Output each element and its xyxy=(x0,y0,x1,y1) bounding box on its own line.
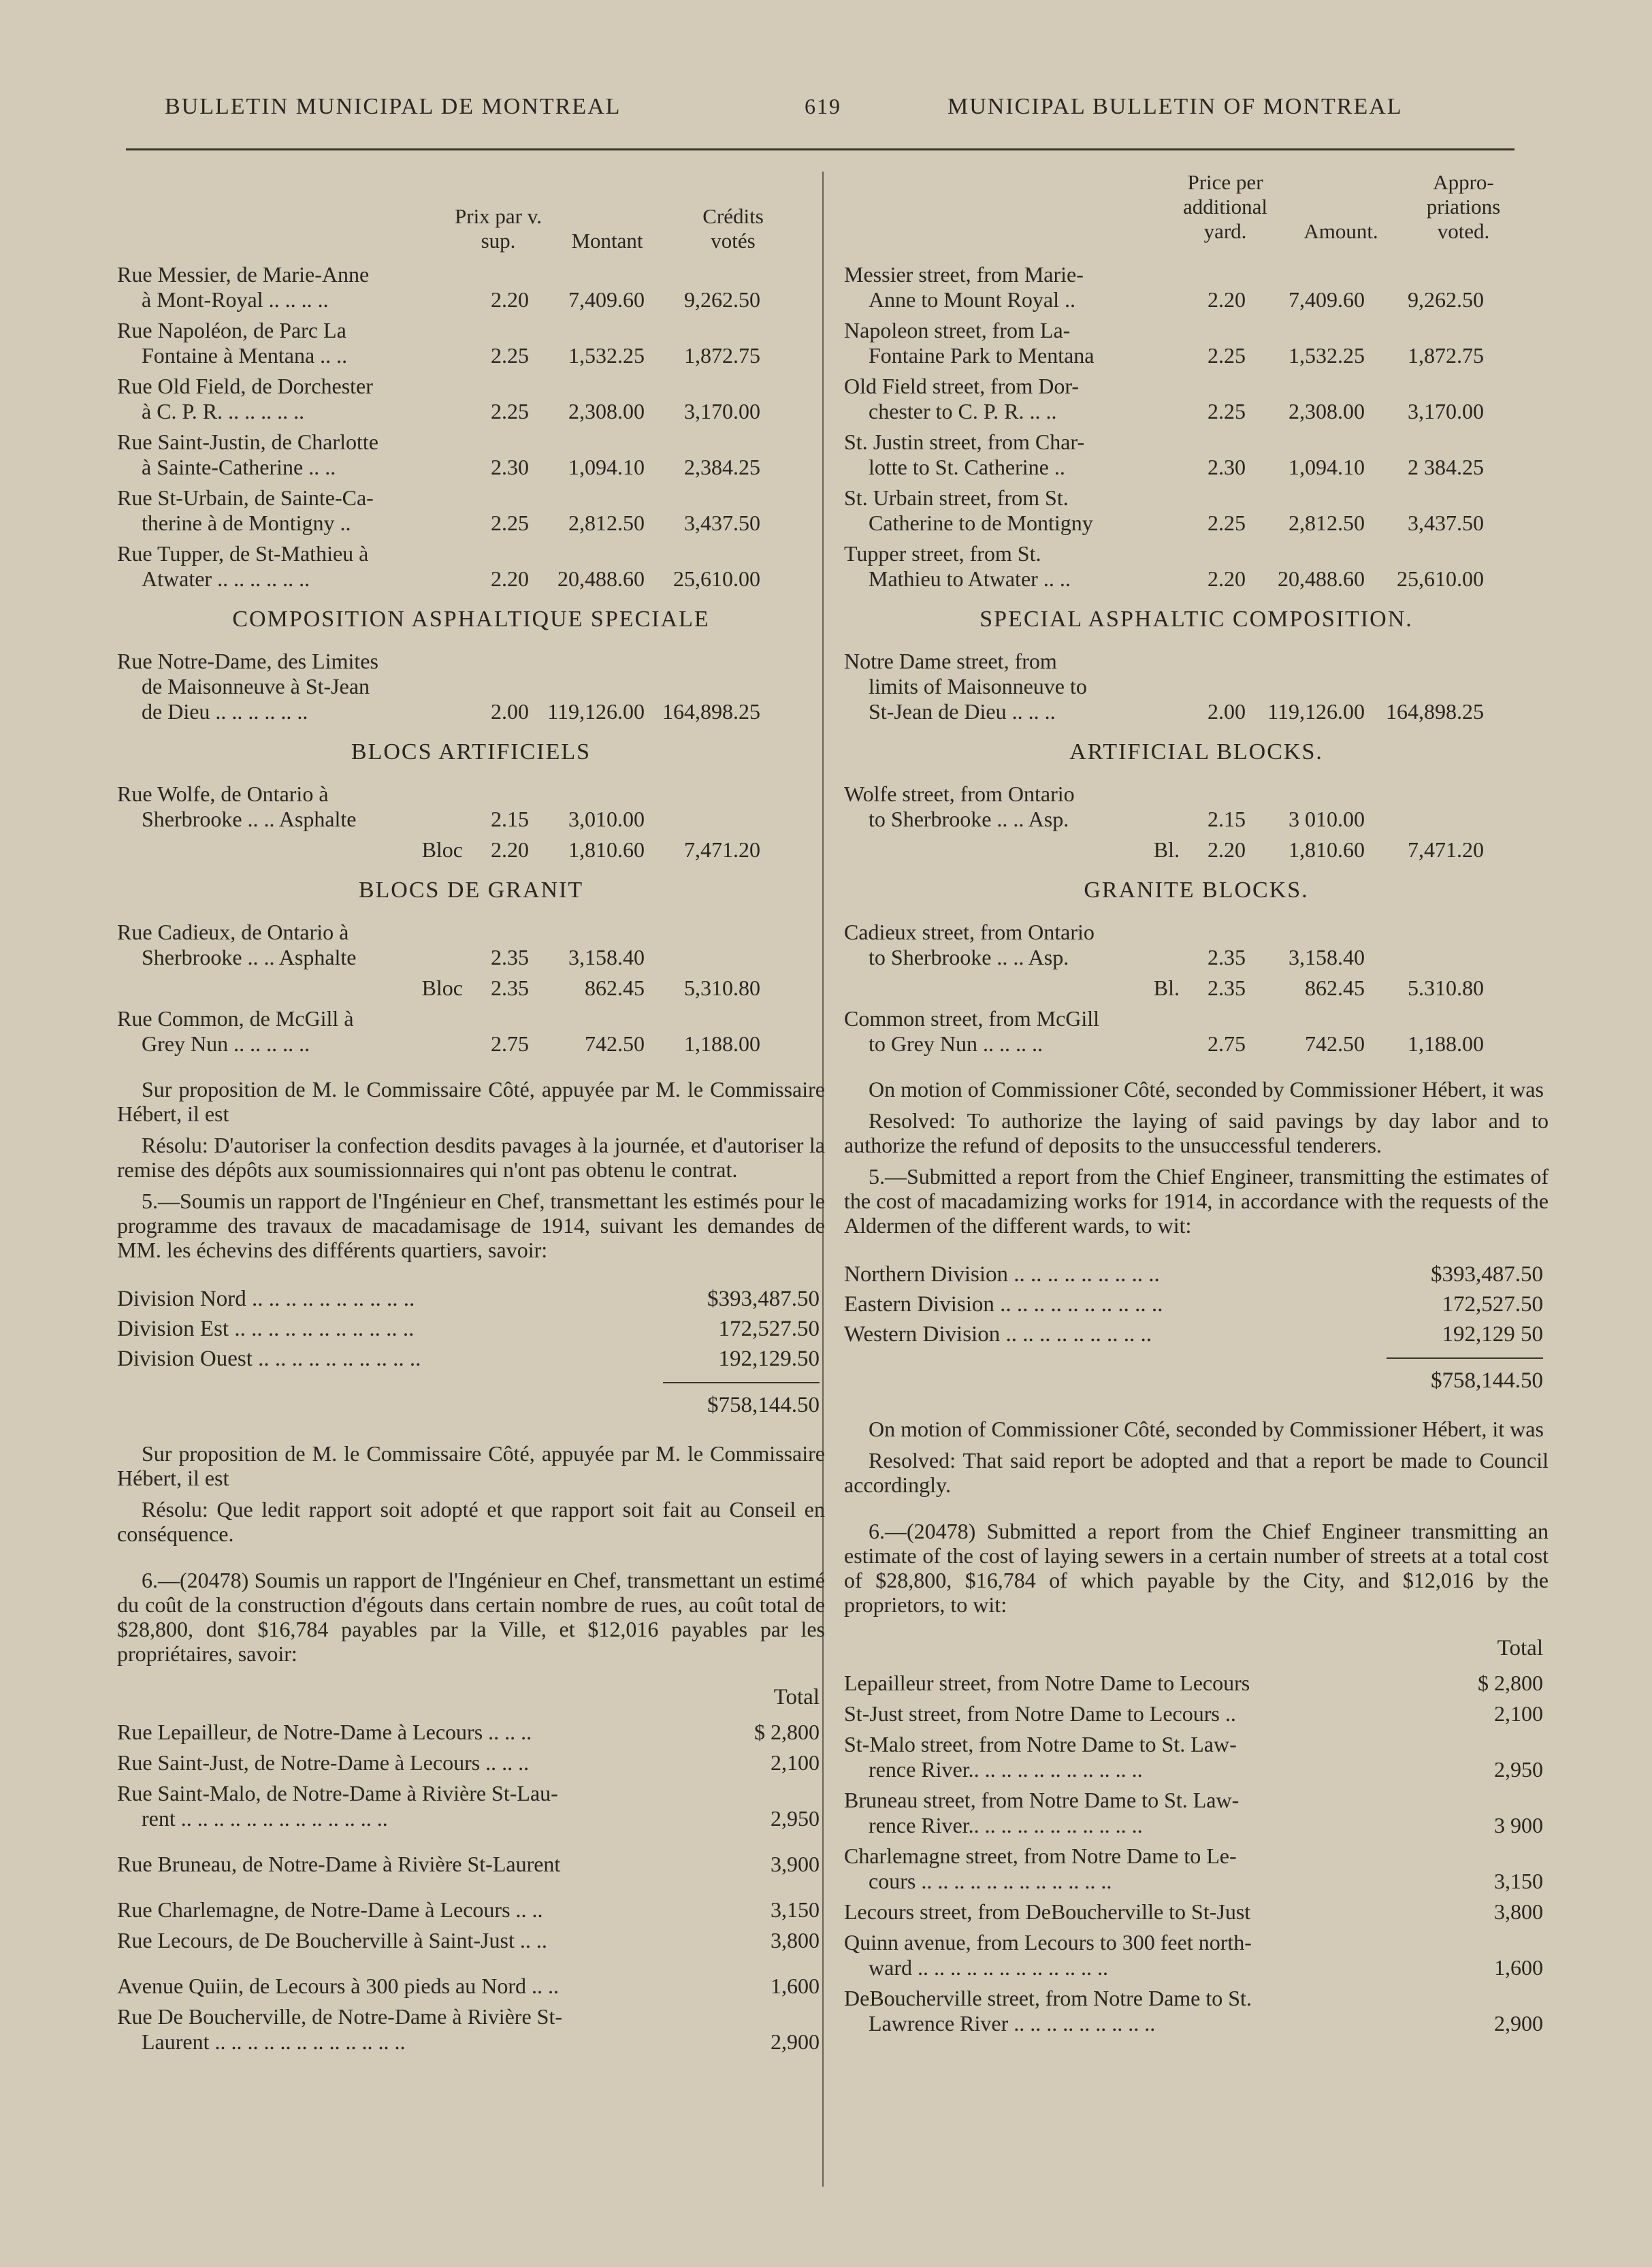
sewer-total: $ 2,800 xyxy=(1478,1671,1543,1695)
price-value: 2.20 xyxy=(491,287,529,312)
credit-value: 25,610.00 xyxy=(1397,566,1484,591)
street-line: Fontaine à Mentana .. .. xyxy=(142,343,348,368)
division-value: $393,487.50 xyxy=(1431,1262,1543,1287)
sewer-line: Rue Saint-Just, de Notre-Dame à Lecours .. .. .. xyxy=(117,1750,530,1775)
amount-value: 3,010.00 xyxy=(568,807,645,831)
sewer-description xyxy=(844,1671,1455,1696)
street-description xyxy=(844,262,1188,312)
street-line: to Sherbrooke .. .. Asp. xyxy=(869,807,1069,831)
street-line: Catherine to de Montigny xyxy=(869,511,1093,535)
item-6-paragraph: 6.—(20478) Soumis un rapport de l'Ingénieur en Chef, transmettant un estimé du coût de la construction d'égouts dans certain nombre de rues, au coût total de $28,800, dont $16,784 payables par la Ville, et $12,016 payables par les propriétaires, savoir: xyxy=(117,1568,825,1666)
sewer-description xyxy=(844,1788,1455,1838)
sewer-row xyxy=(844,1788,1549,1838)
amount-value: 1,810.60 xyxy=(568,837,645,862)
resolution-paragraph: Resolved: To authorize the laying of said pavings by day labor and to authorize the refund of deposits to the unsuccessful tenderers. xyxy=(844,1108,1549,1157)
street-line: Bloc xyxy=(421,837,463,862)
division-name: Division Ouest .. .. .. .. .. .. .. .. .. .. xyxy=(117,1347,421,1371)
division-value: 172,527.50 xyxy=(1442,1292,1543,1317)
section-heading: ARTIFICIAL BLOCKS. xyxy=(1069,739,1323,765)
sewer-total: 1,600 xyxy=(1494,1955,1543,1980)
street-line: à Mont-Royal .. .. .. .. xyxy=(142,287,329,312)
pavement-row xyxy=(117,1006,825,1057)
pavement-row xyxy=(844,318,1549,368)
spacer xyxy=(117,1959,825,1974)
sewer-description xyxy=(117,2004,731,2055)
sewer-description xyxy=(117,1720,731,1745)
sewer-description xyxy=(117,1750,731,1775)
street-line: St. Urbain street, from St. xyxy=(844,485,1069,510)
street-line: chester to C. P. R. .. .. xyxy=(869,399,1057,423)
sewer-total: 2,900 xyxy=(771,2029,820,2054)
spacer xyxy=(844,1062,1549,1077)
amount-value: 862.45 xyxy=(585,976,645,1000)
header-left: BULLETIN MUNICIPAL DE MONTREAL xyxy=(165,94,621,119)
street-line: Grey Nun .. .. .. .. .. xyxy=(142,1031,310,1056)
price-value: 2.15 xyxy=(1208,807,1246,831)
sewer-row xyxy=(117,1852,825,1877)
street-line: Bl. xyxy=(1153,837,1180,862)
pavement-row xyxy=(844,976,1549,1001)
street-line: Rue Wolfe, de Ontario à xyxy=(117,782,329,806)
price-value: 2.20 xyxy=(491,837,529,862)
sewer-total: $ 2,800 xyxy=(754,1720,820,1744)
street-description xyxy=(844,541,1188,592)
street-line: Fontaine Park to Mentana xyxy=(869,343,1095,368)
sewer-line: DeBoucherville street, from Notre Dame to St. xyxy=(844,1986,1252,2010)
division-value: 192,129.50 xyxy=(718,1347,820,1371)
street-description xyxy=(844,649,1188,724)
price-value: 2.35 xyxy=(1208,976,1246,1000)
price-value: 2.20 xyxy=(491,566,529,591)
street-line: therine à de Montigny .. xyxy=(142,511,351,535)
header-right: MUNICIPAL BULLETIN OF MONTREAL xyxy=(948,94,1403,119)
price-value: 2.00 xyxy=(491,699,529,724)
street-description xyxy=(117,920,471,970)
street-description xyxy=(844,430,1188,480)
sewer-line: Avenue Quiin, de Lecours à 300 pieds au Nord .. .. xyxy=(117,1974,560,1998)
street-line: Napoleon street, from La- xyxy=(844,318,1071,342)
amount-value: 119,126.00 xyxy=(1267,699,1365,724)
credit-value: 25,610.00 xyxy=(673,566,760,591)
street-line: to Sherbrooke .. .. Asp. xyxy=(869,945,1069,969)
pavement-row xyxy=(117,837,825,863)
street-line: Sherbrooke .. .. Asphalte xyxy=(142,807,357,831)
sewer-description xyxy=(117,1781,731,1831)
amount-value: 7,409.60 xyxy=(1289,287,1365,312)
street-description xyxy=(117,318,471,368)
street-line: à C. P. R. .. .. .. .. .. xyxy=(142,399,305,423)
credit-value: 2 384.25 xyxy=(1408,455,1484,479)
pavement-row xyxy=(844,374,1549,424)
sewer-line: St-Malo street, from Notre Dame to St. Law- xyxy=(844,1732,1237,1756)
sewer-line: Rue Lecours, de De Boucherville à Saint-Just .. .. xyxy=(117,1928,547,1952)
sewer-description xyxy=(844,1986,1455,2036)
price-value: 2.15 xyxy=(491,807,529,831)
street-line: Mathieu to Atwater .. .. xyxy=(869,566,1071,591)
division-row xyxy=(844,1289,1549,1319)
amount-value: 1,532.25 xyxy=(1289,343,1365,368)
street-description xyxy=(117,1006,471,1057)
table-header xyxy=(844,170,1549,262)
pavement-row xyxy=(844,485,1549,536)
street-line: Rue Cadieux, de Ontario à xyxy=(117,920,349,944)
sewer-line: Quinn avenue, from Lecours to 300 feet north- xyxy=(844,1930,1252,1955)
spacer xyxy=(117,1553,825,1568)
division-name: Northern Division .. .. .. .. .. .. .. .. .. xyxy=(844,1262,1160,1287)
division-row xyxy=(844,1259,1549,1289)
col-header-credits: Appro- priations voted. xyxy=(1426,170,1501,243)
pavement-row xyxy=(844,782,1549,832)
street-description xyxy=(117,374,471,424)
sewer-line: Rue Saint-Malo, de Notre-Dame à Rivière St-Lau- xyxy=(117,1781,558,1805)
sewer-line: Rue Lepailleur, de Notre-Dame à Lecours .. .. .. xyxy=(117,1720,532,1744)
credit-value: 164,898.25 xyxy=(662,699,760,724)
sewer-total: 3 900 xyxy=(1494,1813,1543,1837)
division-row xyxy=(117,1314,825,1344)
street-line: Rue Notre-Dame, des Limites xyxy=(117,649,378,673)
sewer-row xyxy=(117,1720,825,1745)
motion-paragraph: On motion of Commissioner Côté, seconded by Commissioner Hébert, it was xyxy=(869,1417,1544,1441)
sewer-description xyxy=(117,1897,731,1923)
col-header-amount: Montant xyxy=(571,229,643,253)
sewer-description xyxy=(117,1928,731,1953)
section-heading: SPECIAL ASPHALTIC COMPOSITION. xyxy=(979,607,1413,632)
amount-value: 119,126.00 xyxy=(547,699,645,724)
street-description xyxy=(844,374,1188,424)
section-heading: BLOCS ARTIFICIELS xyxy=(351,739,592,765)
pavement-row xyxy=(117,782,825,832)
amount-value: 2,812.50 xyxy=(1289,511,1365,535)
total-column-header: Total xyxy=(773,1685,820,1709)
sewer-row xyxy=(117,1928,825,1953)
street-line: Rue Old Field, de Dorchester xyxy=(117,374,373,398)
pavement-row xyxy=(117,485,825,536)
spacer xyxy=(117,1062,825,1077)
amount-value: 3,158.40 xyxy=(568,945,645,969)
price-value: 2.35 xyxy=(491,976,529,1000)
credit-value: 5,310.80 xyxy=(684,976,760,1000)
street-line: Rue Saint-Justin, de Charlotte xyxy=(117,430,378,454)
street-line: Old Field street, from Dor- xyxy=(844,374,1080,398)
pavement-row xyxy=(844,649,1549,724)
total-column-header: Total xyxy=(1497,1636,1543,1660)
street-line: lotte to St. Catherine .. xyxy=(869,455,1065,479)
sewer-total: 2,950 xyxy=(1494,1757,1543,1782)
sewer-total: 2,900 xyxy=(1494,2011,1543,2036)
spacer xyxy=(844,1504,1549,1519)
street-line: de Dieu .. .. .. .. .. .. xyxy=(142,699,308,724)
division-name: Division Est .. .. .. .. .. .. .. .. .. .. .. xyxy=(117,1317,415,1341)
sewer-total: 2,100 xyxy=(771,1750,820,1775)
page-number: 619 xyxy=(805,94,841,118)
section-heading: BLOCS DE GRANIT xyxy=(358,878,584,903)
spacer xyxy=(844,1244,1549,1259)
street-line: Bloc xyxy=(421,976,463,1000)
amount-value: 1,094.10 xyxy=(568,455,645,479)
division-total: $758,144.50 xyxy=(1431,1368,1543,1393)
spacer xyxy=(117,1882,825,1897)
street-description xyxy=(117,782,471,832)
division-value: 172,527.50 xyxy=(718,1317,820,1341)
sewer-total: 3,150 xyxy=(771,1897,820,1922)
resolution-paragraph: Resolved: That said report be adopted and that a report be made to Council accordingly. xyxy=(844,1448,1549,1497)
sewer-line: Rue Charlemagne, de Notre-Dame à Lecours .. .. xyxy=(117,1897,543,1922)
street-line: à Sainte-Catherine .. .. xyxy=(142,455,336,479)
pavement-row xyxy=(844,262,1549,312)
pavement-row xyxy=(844,837,1549,863)
sewer-total: 3,900 xyxy=(771,1852,820,1876)
french-column xyxy=(117,170,825,2060)
street-line: Sherbrooke .. .. Asphalte xyxy=(142,945,357,969)
credit-value: 3,437.50 xyxy=(1408,511,1484,535)
street-line: Messier street, from Marie- xyxy=(844,262,1084,287)
street-description xyxy=(117,837,471,863)
sewer-line: St-Just street, from Notre Dame to Lecours .. xyxy=(844,1701,1236,1726)
sewer-row xyxy=(117,1897,825,1923)
sewer-line: Charlemagne street, from Notre Dame to Le- xyxy=(844,1844,1237,1868)
amount-value: 2,812.50 xyxy=(568,511,645,535)
resolution-paragraph: Résolu: D'autoriser la confection desdits pavages à la journée, et d'autoriser la remise des dépôts aux soumissionnaires qui n'ont pas obtenu le contrat. xyxy=(117,1133,825,1182)
price-value: 2.25 xyxy=(1208,511,1246,535)
credit-value: 3,437.50 xyxy=(684,511,760,535)
sewer-total: 2,950 xyxy=(771,1806,820,1831)
credit-value: 1,872.75 xyxy=(684,343,760,368)
division-row xyxy=(844,1319,1549,1349)
sewer-total: 3,150 xyxy=(1494,1869,1543,1893)
price-value: 2.25 xyxy=(1208,343,1246,368)
sewer-description xyxy=(117,1974,731,1999)
street-line: Cadieux street, from Ontario xyxy=(844,920,1095,944)
street-description xyxy=(844,782,1188,832)
sewer-line: rent .. .. .. .. .. .. .. .. .. .. .. .. .. xyxy=(142,1806,388,1831)
sewer-total: 2,100 xyxy=(1494,1701,1543,1726)
division-row xyxy=(117,1284,825,1314)
item-5-paragraph: 5.—Soumis un rapport de l'Ingénieur en Chef, transmettant les estimés pour le programme des travaux de macadamisage de 1914, suivant les demandes de MM. les échevins des différents quartiers, savoir: xyxy=(117,1189,825,1262)
amount-value: 20,488.60 xyxy=(557,566,645,591)
pavement-row xyxy=(844,541,1549,592)
sewer-line: rence River.. .. .. .. .. .. .. .. .. .. .. xyxy=(869,1813,1143,1837)
section-heading: COMPOSITION ASPHALTIQUE SPECIALE xyxy=(232,607,710,632)
street-description xyxy=(844,485,1188,536)
division-value: $393,487.50 xyxy=(707,1287,820,1311)
sewer-line: Lepailleur street, from Notre Dame to Lecours xyxy=(844,1671,1250,1695)
sewer-description xyxy=(117,1852,731,1877)
col-header-credits: Crédits votés xyxy=(702,204,764,253)
english-column xyxy=(844,170,1549,2042)
sewer-description xyxy=(844,1930,1455,1980)
motion-paragraph: Sur proposition de M. le Commissaire Côté, appuyée par M. le Commissaire Hébert, il est xyxy=(117,1441,825,1490)
sewer-row xyxy=(117,1781,825,1831)
street-line: Tupper street, from St. xyxy=(844,541,1041,566)
amount-value: 3 010.00 xyxy=(1289,807,1365,831)
resolution-paragraph: Résolu: Que ledit rapport soit adopté et que rapport soit fait au Conseil en conséquence. xyxy=(117,1497,825,1546)
credit-value: 5.310.80 xyxy=(1408,976,1484,1000)
price-value: 2.35 xyxy=(1208,945,1246,969)
street-line: to Grey Nun .. .. .. .. xyxy=(869,1031,1043,1056)
street-description xyxy=(844,1006,1188,1057)
sewer-line: Bruneau street, from Notre Dame to St. Law- xyxy=(844,1788,1240,1812)
street-line: Rue Napoléon, de Parc La xyxy=(117,318,346,342)
spacer xyxy=(117,1837,825,1852)
pavement-row xyxy=(117,541,825,592)
sewer-row xyxy=(844,1701,1549,1726)
credit-value: 1,188.00 xyxy=(1408,1031,1484,1056)
amount-value: 1,094.10 xyxy=(1289,455,1365,479)
price-value: 2.25 xyxy=(1208,399,1246,423)
pavement-row xyxy=(117,920,825,970)
street-line: de Maisonneuve à St-Jean xyxy=(142,674,370,698)
amount-value: 742.50 xyxy=(585,1031,645,1056)
street-description xyxy=(117,649,471,724)
credit-value: 9,262.50 xyxy=(1408,287,1484,312)
pavement-row xyxy=(117,430,825,480)
sewer-description xyxy=(844,1701,1455,1726)
street-line: Rue Messier, de Marie-Anne xyxy=(117,262,370,287)
sewer-line: Laurent .. .. .. .. .. .. .. .. .. .. .. .. xyxy=(142,2029,406,2054)
amount-value: 862.45 xyxy=(1305,976,1365,1000)
credit-value: 164,898.25 xyxy=(1386,699,1484,724)
sewer-line: cours .. .. .. .. .. .. .. .. .. .. .. .. xyxy=(869,1869,1112,1893)
price-value: 2.35 xyxy=(491,945,529,969)
amount-value: 3,158.40 xyxy=(1289,945,1365,969)
sewer-row xyxy=(117,1750,825,1775)
sewer-row xyxy=(844,1671,1549,1696)
price-value: 2.25 xyxy=(491,399,529,423)
amount-value: 20,488.60 xyxy=(1278,566,1365,591)
credit-value: 1,872.75 xyxy=(1408,343,1484,368)
sewer-total: 3,800 xyxy=(1494,1899,1543,1924)
street-line: Rue St-Urbain, de Sainte-Ca- xyxy=(117,485,374,510)
street-line: Rue Common, de McGill à xyxy=(117,1006,354,1031)
street-line: Common street, from McGill xyxy=(844,1006,1100,1031)
street-line: Rue Tupper, de St-Mathieu à xyxy=(117,541,369,566)
street-line: Anne to Mount Royal .. xyxy=(869,287,1075,312)
pavement-row xyxy=(117,318,825,368)
amount-value: 2,308.00 xyxy=(568,399,645,423)
street-description xyxy=(117,976,471,1001)
item-6-paragraph: 6.—(20478) Submitted a report from the Chief Engineer transmitting an estimate of the cost of laying sewers in a certain number of streets at a total cost of $28,800, $16,784 of which payable by the City, and $12,016 by the proprietors, to wit: xyxy=(844,1519,1549,1617)
item-5-paragraph: 5.—Submitted a report from the Chief Engineer, transmitting the estimates of the cost of macadamizing works for 1914, in accordance with the requests of the Aldermen of the different wards, to wit: xyxy=(844,1164,1549,1238)
sewer-row xyxy=(844,1899,1549,1925)
pavement-row xyxy=(117,262,825,312)
division-row xyxy=(117,1344,825,1374)
street-description xyxy=(117,485,471,536)
section-heading: GRANITE BLOCKS. xyxy=(1084,878,1309,903)
table-header xyxy=(117,170,825,262)
division-value: 192,129 50 xyxy=(1442,1322,1543,1347)
price-value: 2.75 xyxy=(491,1031,529,1056)
price-value: 2.30 xyxy=(491,455,529,479)
street-line: Atwater .. .. .. .. .. .. xyxy=(142,566,310,591)
col-header-price: Prix par v. sup. xyxy=(455,204,542,253)
sewer-row xyxy=(844,1844,1549,1894)
sewer-line: Lecours street, from DeBoucherville to St-Just xyxy=(844,1899,1251,1924)
street-description xyxy=(844,837,1188,863)
street-line: limits of Maisonneuve to xyxy=(869,674,1087,698)
amount-value: 2,308.00 xyxy=(1289,399,1365,423)
street-description xyxy=(117,541,471,592)
division-name: Western Division .. .. .. .. .. .. .. .. .. xyxy=(844,1322,1152,1347)
sewer-line: Lawrence River .. .. .. .. .. .. .. .. .. xyxy=(869,2011,1156,2036)
sewer-total: 3,800 xyxy=(771,1928,820,1952)
price-value: 2.20 xyxy=(1208,566,1246,591)
motion-paragraph: On motion of Commissioner Côté, seconded by Commissioner Hébert, it was xyxy=(869,1077,1544,1102)
credit-value: 3,170.00 xyxy=(684,399,760,423)
amount-value: 1,532.25 xyxy=(568,343,645,368)
motion-paragraph: Sur proposition de M. le Commissaire Côté, appuyée par M. le Commissaire Hébert, il est xyxy=(117,1077,825,1126)
pavement-row xyxy=(117,374,825,424)
division-total: $758,144.50 xyxy=(707,1393,820,1417)
amount-value: 7,409.60 xyxy=(568,287,645,312)
sewer-line: Rue De Boucherville, de Notre-Dame à Rivière St- xyxy=(117,2004,562,2029)
pavement-row xyxy=(117,649,825,724)
price-value: 2.20 xyxy=(1208,287,1246,312)
price-value: 2.75 xyxy=(1208,1031,1246,1056)
street-line: Notre Dame street, from xyxy=(844,649,1057,673)
pavement-row xyxy=(844,430,1549,480)
street-description xyxy=(844,920,1188,970)
price-value: 2.20 xyxy=(1208,837,1246,862)
credit-value: 2,384.25 xyxy=(684,455,760,479)
price-value: 2.00 xyxy=(1208,699,1246,724)
col-header-price: Price per additional yard. xyxy=(1183,170,1267,243)
total-rule xyxy=(663,1382,820,1383)
sewer-description xyxy=(844,1899,1455,1925)
sewer-line: Rue Bruneau, de Notre-Dame à Rivière St-Laurent xyxy=(117,1852,561,1876)
street-description xyxy=(844,976,1188,1001)
street-description xyxy=(844,318,1188,368)
credit-value: 1,188.00 xyxy=(684,1031,760,1056)
credit-value: 7,471.20 xyxy=(1408,837,1484,862)
credit-value: 3,170.00 xyxy=(1408,399,1484,423)
division-name: Division Nord .. .. .. .. .. .. .. .. .. .. xyxy=(117,1287,415,1311)
sewer-line: rence River.. .. .. .. .. .. .. .. .. .. .. xyxy=(869,1757,1143,1782)
street-description xyxy=(117,430,471,480)
credit-value: 9,262.50 xyxy=(684,287,760,312)
header-rule xyxy=(126,148,1515,150)
sewer-row xyxy=(844,1986,1549,2036)
sewer-description xyxy=(844,1732,1455,1782)
col-header-amount: Amount. xyxy=(1303,219,1378,243)
pavement-row xyxy=(117,976,825,1001)
street-description xyxy=(117,262,471,312)
sewer-row xyxy=(844,1930,1549,1980)
street-line: St. Justin street, from Char- xyxy=(844,430,1085,454)
street-line: St-Jean de Dieu .. .. .. xyxy=(869,699,1056,724)
sewer-row xyxy=(117,2004,825,2055)
sewer-line: ward .. .. .. .. .. .. .. .. .. .. .. .. xyxy=(869,1955,1108,1980)
sewer-total: 1,600 xyxy=(771,1974,820,1998)
sewer-row xyxy=(117,1974,825,1999)
price-value: 2.25 xyxy=(491,343,529,368)
price-value: 2.25 xyxy=(491,511,529,535)
amount-value: 742.50 xyxy=(1305,1031,1365,1056)
total-rule xyxy=(1387,1357,1543,1359)
sewer-description xyxy=(844,1844,1455,1894)
sewer-row xyxy=(844,1732,1549,1782)
spacer xyxy=(117,1269,825,1284)
credit-value: 7,471.20 xyxy=(684,837,760,862)
street-line: Wolfe street, from Ontario xyxy=(844,782,1075,806)
amount-value: 1,810.60 xyxy=(1289,837,1365,862)
price-value: 2.30 xyxy=(1208,455,1246,479)
street-line: Bl. xyxy=(1153,976,1180,1000)
pavement-row xyxy=(844,920,1549,970)
pavement-row xyxy=(844,1006,1549,1057)
division-name: Eastern Division .. .. .. .. .. .. .. .. .. .. xyxy=(844,1292,1163,1317)
